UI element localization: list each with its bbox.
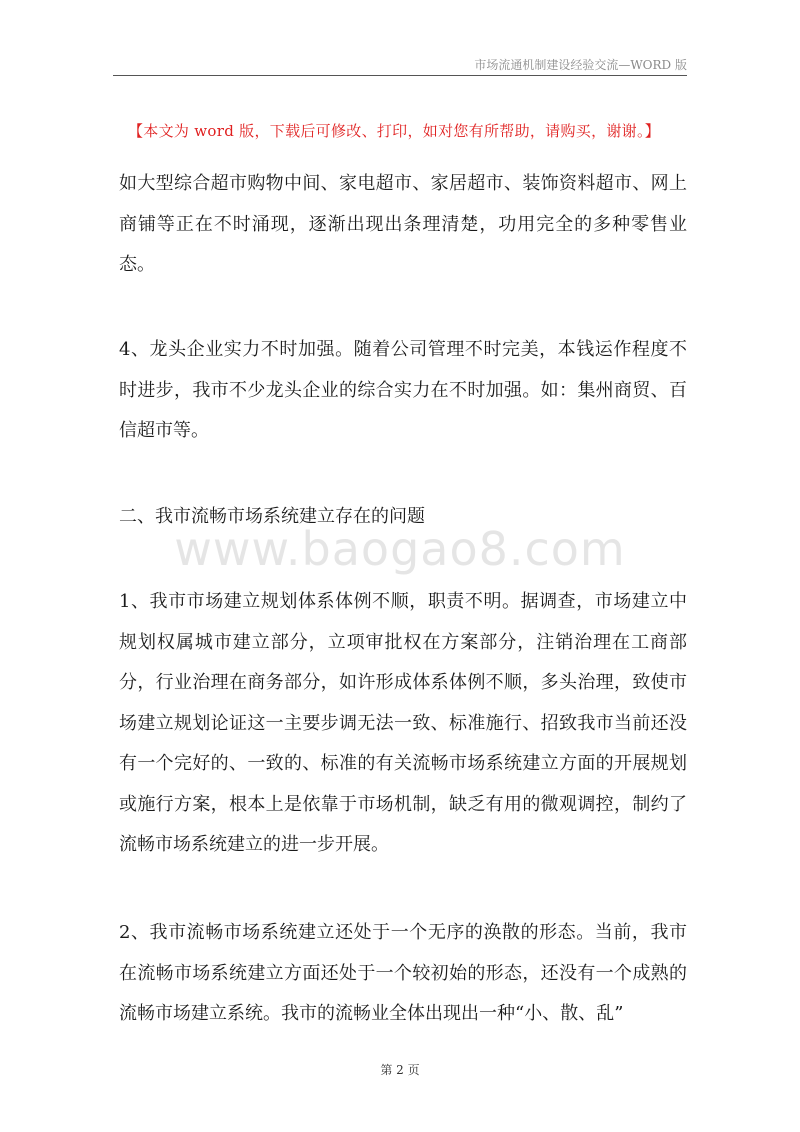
purchase-notice: 【本文为 word 版，下载后可修改、打印，如对您有所帮助，请购买，谢谢。】 bbox=[128, 122, 661, 140]
paragraph: 1、我市市场建立规划体系体例不顺，职责不明。据调查，市场建立中规划权属城市建立部分，立项审批权在方案部分，注销治理在工商部分，行业治理在商务部分，如许形成体系体例不顺，多头治理，致使市场建立规划论证这一主要步调无法一致、标准施行、招致我市当前还没有一个完好的、一致的、标准的有关流畅市场系统建立方面的开展规划或施行方案，根本上是依靠于市场机制，缺乏有用的微观调控，制约了流畅市场系统建立的进一步开展。 bbox=[119, 591, 687, 855]
header-divider bbox=[113, 75, 687, 76]
paragraph: 如大型综合超市购物中间、家电超市、家居超市、装饰资料超市、网上商铺等正在不时涌现，逐渐出现出条理清楚，功用完全的多种零售业态。 bbox=[119, 173, 687, 275]
watermark: www.baogao8.com bbox=[174, 522, 626, 576]
section-heading: 二、我市流畅市场系统建立存在的问题 bbox=[119, 506, 425, 527]
paragraph: 2、我市流畅市场系统建立还处于一个无序的涣散的形态。当前，我市在流畅市场系统建立方面还处于一个较初始的形态，还没有一个成熟的流畅市场建立系统。我市的流畅业全体出现出一种“小、散、乱” bbox=[119, 922, 687, 1024]
running-header: 市场流通机制建设经验交流—WORD 版 bbox=[474, 58, 687, 72]
page-number: 第 2 页 bbox=[380, 1063, 420, 1077]
paragraph: 4、龙头企业实力不时加强。随着公司管理不时完美，本钱运作程度不时进步，我市不少龙头企业的综合实力在不时加强。如：集州商贸、百信超市等。 bbox=[119, 339, 687, 441]
